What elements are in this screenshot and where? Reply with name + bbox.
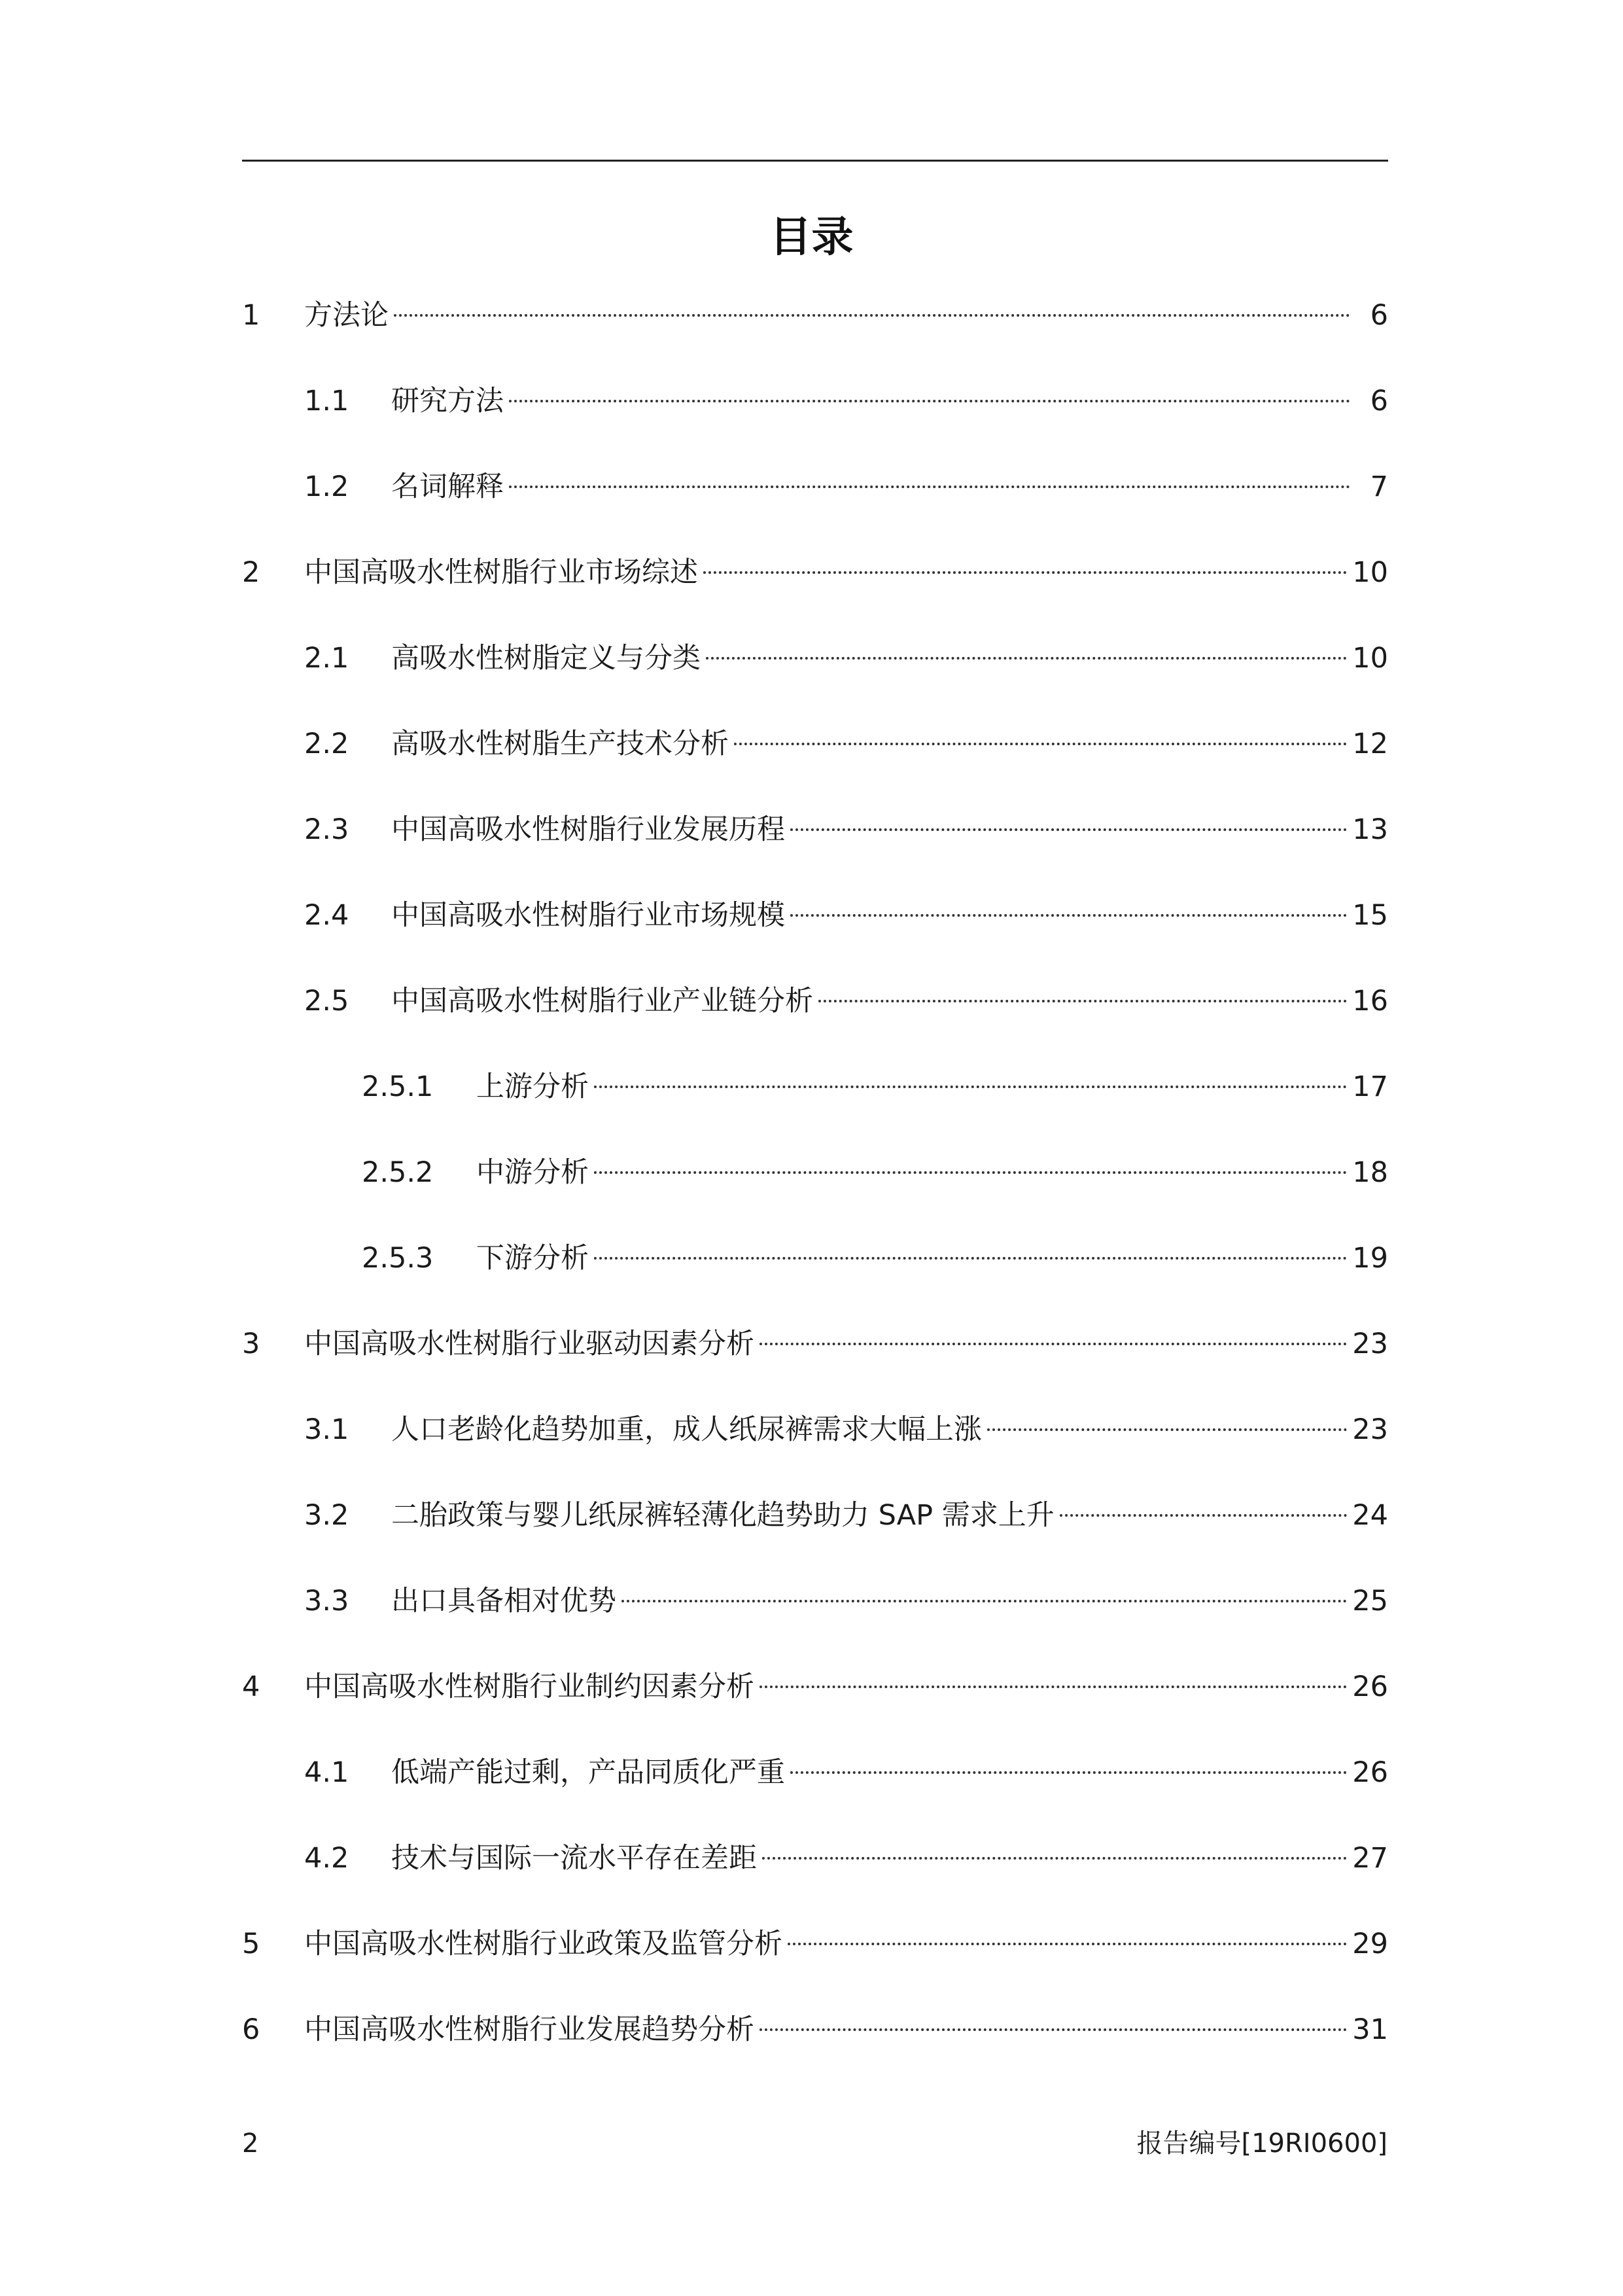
toc-entry-page: 6 <box>1370 385 1388 417</box>
toc-entry[interactable] <box>242 1239 1388 1324</box>
toc-entry-label: 低端产能过剩，产品同质化严重 <box>391 1756 785 1789</box>
toc-entry[interactable] <box>242 2010 1388 2096</box>
toc-entry[interactable] <box>242 467 1388 553</box>
toc-entry-page: 15 <box>1352 899 1388 932</box>
toc-entry-label: 高吸水性树脂定义与分类 <box>391 642 701 675</box>
toc-entry[interactable] <box>242 724 1388 810</box>
toc-entry[interactable] <box>242 810 1388 896</box>
toc-entry[interactable] <box>242 1581 1388 1667</box>
toc-entry-page: 25 <box>1352 1585 1388 1617</box>
toc-entry-page: 31 <box>1352 2013 1388 2046</box>
toc-dot-leader <box>621 1600 1347 1602</box>
toc-entry-number: 3.1 <box>304 1413 349 1446</box>
toc-entry-number: 2.1 <box>304 642 349 675</box>
toc-entry[interactable] <box>242 1839 1388 1924</box>
toc-entry-number: 1.2 <box>304 470 349 503</box>
toc-entry-number: 4.2 <box>304 1842 349 1875</box>
toc-dot-leader <box>790 1771 1347 1774</box>
toc-dot-leader <box>734 743 1347 745</box>
toc-entry-label: 名词解释 <box>391 470 504 503</box>
toc-entry-label: 上游分析 <box>476 1070 589 1103</box>
toc-dot-leader <box>594 1171 1347 1174</box>
toc-entry-number: 2.3 <box>304 813 349 846</box>
toc-entry-label: 人口老龄化趋势加重，成人纸尿裤需求大幅上涨 <box>391 1413 982 1446</box>
toc-entry[interactable] <box>242 1324 1388 1410</box>
toc-dot-leader <box>594 1257 1347 1260</box>
toc-entry-label: 出口具备相对优势 <box>391 1585 616 1617</box>
toc-entry-page: 19 <box>1352 1242 1388 1275</box>
header-rule <box>242 160 1388 162</box>
toc-entry[interactable] <box>242 896 1388 981</box>
toc-dot-leader <box>759 1686 1347 1688</box>
toc-entry-page: 12 <box>1352 728 1388 760</box>
toc-entry-label: 中国高吸水性树脂行业制约因素分析 <box>304 1670 754 1703</box>
toc-entry-page: 23 <box>1352 1328 1388 1360</box>
toc-entry-number: 2.5.3 <box>362 1242 434 1275</box>
toc-entry-page: 23 <box>1352 1413 1388 1446</box>
toc-entry[interactable] <box>242 1753 1388 1839</box>
toc-entry-number: 3.2 <box>304 1499 349 1532</box>
toc-entry[interactable] <box>242 381 1388 467</box>
toc-entry-page: 13 <box>1352 813 1388 846</box>
toc-entry-label: 中国高吸水性树脂行业政策及监管分析 <box>304 1928 782 1960</box>
toc-entry-label: 二胎政策与婴儿纸尿裤轻薄化趋势助力 SAP 需求上升 <box>391 1499 1055 1532</box>
toc-entry-page: 6 <box>1370 299 1388 332</box>
toc-entry-label: 中国高吸水性树脂行业发展趋势分析 <box>304 2013 754 2046</box>
toc-entry-label: 中国高吸水性树脂行业驱动因素分析 <box>304 1328 754 1360</box>
toc-entry[interactable] <box>242 553 1388 639</box>
toc-dot-leader <box>509 400 1350 402</box>
toc-entry-label: 研究方法 <box>391 385 504 417</box>
toc-entry[interactable] <box>242 1410 1388 1496</box>
toc-entry-label: 高吸水性树脂生产技术分析 <box>391 728 729 760</box>
toc-entry[interactable] <box>242 296 1388 381</box>
toc-entry-number: 1.1 <box>304 385 349 417</box>
toc-entry-label: 中国高吸水性树脂行业产业链分析 <box>391 985 813 1017</box>
toc-entry-number: 2.5.2 <box>362 1156 434 1189</box>
toc-entry-number: 4 <box>242 1670 260 1703</box>
toc-entry-label: 技术与国际一流水平存在差距 <box>391 1842 757 1875</box>
toc-entry-label: 中国高吸水性树脂行业市场规模 <box>391 899 785 932</box>
toc-dot-leader <box>788 1943 1347 1945</box>
toc-entry[interactable] <box>242 1924 1388 2010</box>
toc-entry[interactable] <box>242 1496 1388 1581</box>
toc-entry[interactable] <box>242 1067 1388 1153</box>
footer-report-id: 报告编号[19RI0600] <box>1136 2128 1387 2159</box>
toc-entry-page: 10 <box>1352 642 1388 675</box>
toc-entry-label: 下游分析 <box>476 1242 589 1275</box>
toc-entry-page: 7 <box>1370 470 1388 503</box>
toc-dot-leader <box>1060 1514 1348 1517</box>
toc-dot-leader <box>987 1428 1347 1431</box>
toc-entry-number: 1 <box>242 299 260 332</box>
toc-entry-label: 中国高吸水性树脂行业发展历程 <box>391 813 785 846</box>
toc-entry[interactable] <box>242 1153 1388 1239</box>
toc-dot-leader <box>759 2028 1347 2031</box>
toc-entry-page: 16 <box>1352 985 1388 1017</box>
toc-entry[interactable] <box>242 639 1388 724</box>
toc-dot-leader <box>594 1086 1347 1088</box>
toc-dot-leader <box>703 571 1347 574</box>
toc-entry-number: 2.4 <box>304 899 349 932</box>
toc-dot-leader <box>509 486 1350 488</box>
toc-entry-number: 2 <box>242 556 260 589</box>
toc-title: 目录 <box>769 213 854 262</box>
toc-entry-number: 2.5.1 <box>362 1070 434 1103</box>
toc-entry-page: 24 <box>1352 1499 1388 1532</box>
toc-dot-leader <box>818 1000 1347 1002</box>
toc-entry[interactable] <box>242 981 1388 1067</box>
toc-dot-leader <box>790 914 1347 917</box>
toc-dot-leader <box>790 828 1347 831</box>
toc-dot-leader <box>706 657 1347 660</box>
toc-entry-page: 18 <box>1352 1156 1388 1189</box>
toc-entry-page: 10 <box>1352 556 1388 589</box>
toc-dot-leader <box>759 1343 1347 1345</box>
toc-entry-page: 29 <box>1352 1928 1388 1960</box>
toc-entry-label: 方法论 <box>304 299 389 332</box>
toc-entry[interactable] <box>242 1667 1388 1753</box>
toc-entry-number: 6 <box>242 2013 260 2046</box>
toc-entry-number: 2.2 <box>304 728 349 760</box>
footer-page-number: 2 <box>242 2128 259 2159</box>
toc-entry-page: 26 <box>1352 1670 1388 1703</box>
toc-entry-number: 3 <box>242 1328 260 1360</box>
toc-entry-label: 中国高吸水性树脂行业市场综述 <box>304 556 698 589</box>
toc-dot-leader <box>762 1857 1347 1860</box>
toc-entry-number: 3.3 <box>304 1585 349 1617</box>
toc-entry-number: 5 <box>242 1928 260 1960</box>
toc-entry-label: 中游分析 <box>476 1156 589 1189</box>
toc-entry-number: 4.1 <box>304 1756 349 1789</box>
toc-entry-number: 2.5 <box>304 985 349 1017</box>
toc-entry-page: 17 <box>1352 1070 1388 1103</box>
toc-entry-page: 26 <box>1352 1756 1388 1789</box>
toc-entry-page: 27 <box>1352 1842 1388 1875</box>
toc-dot-leader <box>394 314 1350 317</box>
toc-list <box>242 296 1388 2096</box>
